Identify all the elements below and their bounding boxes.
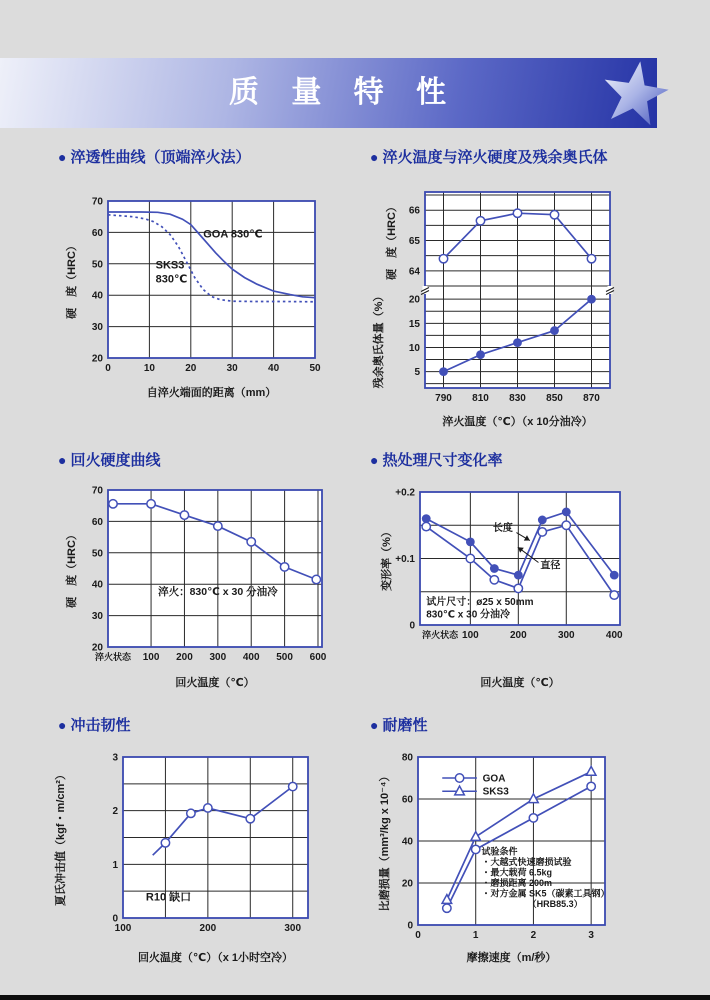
y-tick-label: 40 xyxy=(91,579,103,591)
quench-temp-chart xyxy=(370,184,620,434)
data-point xyxy=(247,538,255,546)
x-tick-label: 830 xyxy=(509,393,526,404)
y-tick-label: 3 xyxy=(112,752,118,764)
data-point xyxy=(204,804,212,812)
annotation-label: SKS3 xyxy=(155,259,185,272)
section-title-tempering: ● 回火硬度曲线 xyxy=(58,452,161,469)
section-title-dimensional-change: ● 热处理尺寸变化率 xyxy=(370,452,503,469)
y-tick-label: 60 xyxy=(91,227,103,239)
x-tick-label: 100 xyxy=(462,630,479,641)
annotation-label: 长度 xyxy=(492,523,513,535)
data-point xyxy=(587,782,595,790)
x-tick-label: 200 xyxy=(176,652,193,663)
data-point xyxy=(513,338,522,347)
data-point xyxy=(439,367,448,376)
y-tick-label: 0 xyxy=(409,620,415,632)
data-point xyxy=(538,528,546,536)
x-tick-label: 淬火状态 xyxy=(94,652,132,662)
section-title-impact: ● 冲击韧性 xyxy=(58,717,131,734)
annotation-label: R10 缺口 xyxy=(145,891,192,904)
data-point xyxy=(455,774,463,782)
data-point xyxy=(476,217,484,225)
y-tick-label: 0 xyxy=(112,913,118,925)
bullet-icon: ● xyxy=(370,452,379,468)
y-tick-label: 60 xyxy=(91,516,103,528)
x-tick-label: 500 xyxy=(276,652,293,663)
data-point xyxy=(514,571,523,580)
y-tick-label: 30 xyxy=(91,322,103,334)
annotation-label: （HRB85.3） xyxy=(527,899,583,910)
y-tick-label: 50 xyxy=(91,548,103,560)
hardenability-chart xyxy=(40,183,330,405)
annotation-label: 试验条件 xyxy=(481,846,518,857)
bottom-rule xyxy=(0,995,710,1000)
annotation-label: 830℃ x 30 分油冷 xyxy=(426,609,511,621)
bullet-icon: ● xyxy=(58,452,67,468)
x-tick-label: 10 xyxy=(143,363,155,374)
x-tick-label: 50 xyxy=(309,363,321,374)
x-tick-label: 1 xyxy=(472,930,479,941)
data-point xyxy=(466,537,475,546)
y-tick-label: 1 xyxy=(112,859,118,871)
x-tick-label: 400 xyxy=(605,630,623,641)
data-point xyxy=(550,326,559,335)
x-tick-label: 200 xyxy=(509,630,527,641)
section-title-quench-temp: ● 淬火温度与淬火硬度及残余奥氏体 xyxy=(370,149,608,166)
x-tick-label: 300 xyxy=(557,630,575,641)
y-tick-label: 70 xyxy=(91,196,103,208)
y-tick-label: 65 xyxy=(408,236,420,248)
x-tick-label: 100 xyxy=(114,923,132,934)
legend-label: GOA xyxy=(482,773,506,785)
x-axis-label: 回火温度（℃）（x 1小时空冷） xyxy=(137,952,294,964)
data-point xyxy=(312,575,320,583)
y-tick-label: 20 xyxy=(401,878,413,890)
annotation-label: 830℃ xyxy=(155,273,188,286)
x-tick-label: 300 xyxy=(284,923,302,934)
y-axis-label: 夏氏冲击值（kgf・m/cm²） xyxy=(55,769,67,906)
data-point xyxy=(289,782,297,790)
annotation-label: 试片尺寸：ø25 x 50mm xyxy=(426,597,534,609)
annotation-label: ・对方金属 SK5（碳素工具钢） xyxy=(481,888,610,899)
y-axis-label: 残余奥氏体量（%） xyxy=(373,290,385,389)
data-point xyxy=(562,508,571,517)
bullet-icon: ● xyxy=(58,717,67,733)
star-icon xyxy=(585,59,690,129)
y-tick-label: 20 xyxy=(91,642,103,654)
data-point xyxy=(466,554,474,562)
plot-area xyxy=(108,201,315,358)
y-tick-label: 0 xyxy=(407,920,413,932)
title-banner xyxy=(0,58,657,128)
y-axis-label: 硬 度（HRC） xyxy=(66,240,78,319)
data-point xyxy=(610,571,619,580)
x-tick-label: 0 xyxy=(105,363,111,374)
impact-toughness-chart xyxy=(50,745,340,970)
data-point xyxy=(587,295,596,304)
page-title: 质 量 特 性 xyxy=(228,76,458,109)
x-tick-label: 100 xyxy=(142,652,160,663)
data-point xyxy=(476,350,485,359)
data-point xyxy=(513,209,521,217)
y-tick-label: 60 xyxy=(401,794,413,806)
wear-resistance-chart xyxy=(375,745,675,970)
x-tick-label: 30 xyxy=(226,363,238,374)
y-axis-label: 变形率（%） xyxy=(381,526,393,591)
data-point xyxy=(147,500,155,508)
y-axis-label: 硬 度（HRC） xyxy=(386,201,398,280)
x-tick-label: 3 xyxy=(588,930,594,941)
bullet-icon: ● xyxy=(58,149,67,165)
data-point xyxy=(109,500,117,508)
x-tick-label: 2 xyxy=(530,930,537,941)
y-tick-label: 2 xyxy=(112,806,118,818)
annotation-label: 直径 xyxy=(540,560,561,572)
y-tick-label: 64 xyxy=(408,266,420,278)
tempering-hardness-chart xyxy=(40,473,330,695)
x-tick-label: 20 xyxy=(185,363,197,374)
data-point xyxy=(443,904,451,912)
x-axis-label: 淬火温度（℃）（x 10分油冷） xyxy=(442,416,593,428)
x-axis-label: 回火温度（℃） xyxy=(175,677,255,689)
y-tick-label: 40 xyxy=(91,290,103,302)
section-title-hardenability: ● 淬透性曲线（顶端淬火法） xyxy=(58,149,251,166)
data-point xyxy=(472,845,480,853)
annotation-label: ・最大载荷 6.5kg xyxy=(481,867,553,878)
y-tick-label: +0.1 xyxy=(395,554,415,565)
annotation-label: ・磨损距离 200m xyxy=(481,878,553,889)
bullet-icon: ● xyxy=(370,149,379,165)
x-tick-label: 40 xyxy=(268,363,280,374)
data-point xyxy=(180,511,188,519)
y-tick-label: +0.2 xyxy=(395,487,415,499)
x-tick-label: 810 xyxy=(472,393,489,404)
data-point xyxy=(562,521,570,529)
annotation-label: GOA 830℃ xyxy=(203,228,263,241)
x-tick-label: 600 xyxy=(309,652,327,663)
x-axis-label: 自淬火端面的距离（mm） xyxy=(146,387,277,399)
annotation-label: ・大越式快速磨损试验 xyxy=(481,857,572,868)
x-tick-label: 300 xyxy=(209,652,227,663)
legend-label: SKS3 xyxy=(482,786,509,798)
y-tick-label: 70 xyxy=(91,485,103,497)
y-tick-label: 30 xyxy=(91,611,103,623)
y-tick-label: 15 xyxy=(408,318,420,330)
y-tick-label: 80 xyxy=(401,752,413,764)
data-point xyxy=(514,584,522,592)
data-point xyxy=(214,522,222,530)
data-point xyxy=(490,576,498,584)
x-tick-label: 200 xyxy=(199,923,217,934)
data-point xyxy=(280,563,288,571)
data-point xyxy=(587,255,595,263)
data-point xyxy=(246,815,254,823)
y-axis-label: 比磨损量（mm³/kg x 10⁻⁴） xyxy=(379,770,391,912)
y-tick-label: 20 xyxy=(91,353,103,365)
x-tick-label: 790 xyxy=(435,393,452,404)
x-tick-label: 850 xyxy=(546,393,563,404)
data-point xyxy=(490,564,499,573)
data-point xyxy=(439,255,447,263)
y-tick-label: 66 xyxy=(408,205,420,217)
data-point xyxy=(161,839,169,847)
bullet-icon: ● xyxy=(370,717,379,733)
x-tick-label: 400 xyxy=(242,652,260,663)
data-point xyxy=(550,211,558,219)
y-tick-label: 10 xyxy=(408,342,420,354)
x-tick-label: 870 xyxy=(583,393,600,404)
x-axis-label: 摩擦速度（m/秒） xyxy=(466,952,557,964)
data-point xyxy=(538,516,547,525)
data-point xyxy=(187,809,195,817)
y-tick-label: 50 xyxy=(91,259,103,271)
data-point xyxy=(422,522,430,530)
y-axis-label: 硬 度（HRC） xyxy=(66,529,78,608)
x-axis-label: 回火温度（℃） xyxy=(480,677,560,689)
y-tick-label: 40 xyxy=(401,836,413,848)
section-title-wear: ● 耐磨性 xyxy=(370,717,428,734)
x-tick-label: 0 xyxy=(415,930,421,941)
annotation-label: 淬火：830℃ x 30 分油冷 xyxy=(158,586,278,599)
x-tick-label: 淬火状态 xyxy=(422,630,459,640)
y-tick-label: 5 xyxy=(414,367,420,379)
y-tick-label: 20 xyxy=(408,294,420,306)
data-point xyxy=(610,591,618,599)
dimensional-change-chart xyxy=(370,473,670,695)
data-point xyxy=(529,814,537,822)
